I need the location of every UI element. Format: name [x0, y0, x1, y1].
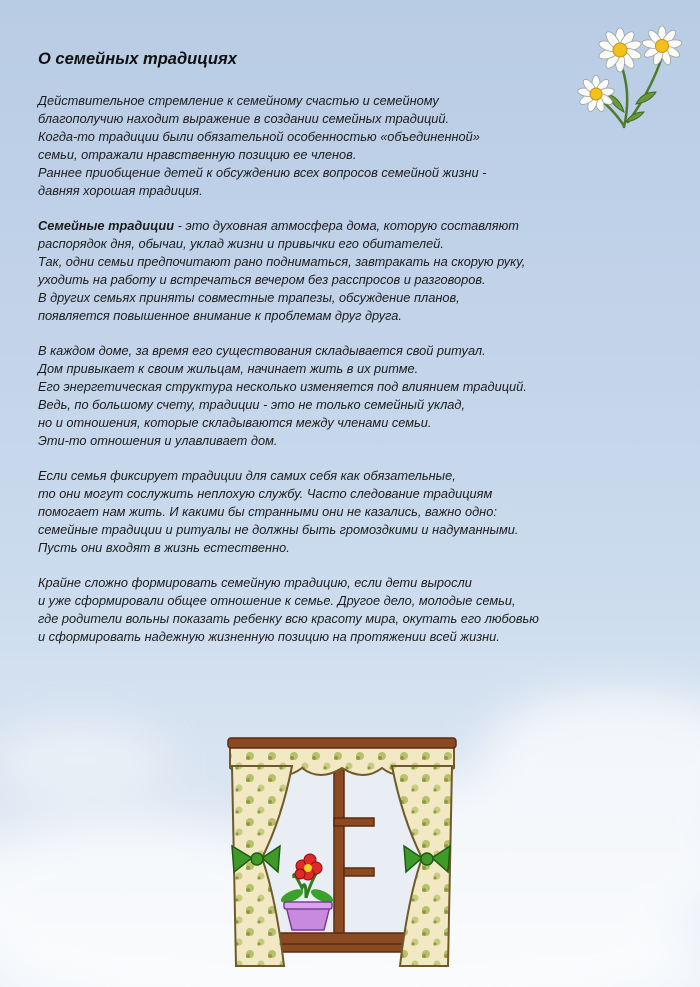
text-line: то они могут сослужить неплохую службу. Часто следование традициям: [38, 486, 493, 501]
page-title: О семейных традициях: [38, 50, 237, 68]
text-line: Крайне сложно формировать семейную традицию, если дети выросли: [38, 575, 472, 590]
text-line: появляется повышенное внимание к проблемам друг друга.: [38, 308, 402, 323]
text-line: семьи, отражали нравственную позицию ее членов.: [38, 147, 357, 162]
text-line: Пусть они входят в жизнь естественно.: [38, 540, 290, 555]
text-line: семейные традиции и ритуалы не должны быть громоздкими и надуманными.: [38, 522, 519, 537]
text-line: и уже сформировали общее отношение к семье. Другое дело, молодые семьи,: [38, 593, 516, 608]
paragraph-definition: [38, 217, 668, 325]
text-line: где родители вольны показать ребенку всю красоту мира, окутать его любовью: [38, 611, 539, 626]
text-line: Его энергетическая структура несколько изменяется под влиянием традиций.: [38, 379, 527, 394]
paragraph-young-families: [38, 574, 668, 646]
text-line: Действительное стремление к семейному счастью и семейному: [38, 93, 439, 108]
text-line: В других семьях приняты совместные трапезы, обсуждение планов,: [38, 290, 460, 305]
term-definition: - это духовная атмосфера дома, которую составляют: [174, 218, 519, 233]
text-line: помогает нам жить. И какими бы странными они не казались, важно одно:: [38, 504, 497, 519]
text-line: Раннее приобщение детей к обсуждению всех вопросов семейной жизни -: [38, 165, 487, 180]
text-line: Если семья фиксирует традиции для самих себя как обязательные,: [38, 468, 456, 483]
term-bold: Семейные традиции: [38, 218, 175, 233]
daisy-icon: [598, 28, 643, 72]
text-line: В каждом доме, за время его существования складывается свой ритуал.: [38, 343, 486, 358]
text-line: но и отношения, которые складываются между членами семьи.: [38, 415, 432, 430]
text-line: благополучию находит выражение в создании семейных традиций.: [38, 111, 450, 126]
text-line: давняя хорошая традиция.: [38, 183, 203, 198]
text-line: Дом привыкает к своим жильцам, начинает жить в их ритме.: [38, 361, 419, 376]
paragraph-home-ritual: [38, 342, 668, 450]
text-line: [38, 217, 668, 235]
curtain-rod: [228, 738, 456, 748]
text-line: Когда-то традиции были обязательной особенностью «объединенной»: [38, 129, 480, 144]
article-body: [38, 92, 668, 663]
text-line: Эти-то отношения и улавливает дом.: [38, 433, 278, 448]
text-line: Так, одни семьи предпочитают рано подниматься, завтракать на скорую руку,: [38, 254, 526, 269]
text-line: распорядок дня, обычаи, уклад жизни и привычки его обитателей.: [38, 236, 444, 251]
text-line: Ведь, по большому счету, традиции - это не только семейный уклад,: [38, 397, 466, 412]
window-illustration: [222, 728, 462, 983]
daisies-illustration: [562, 22, 692, 142]
text-line: и сформировать надежную жизненную позицию на протяжении всей жизни.: [38, 629, 500, 644]
text-line: уходить на работу и встречаться вечером без расспросов и разговоров.: [38, 272, 486, 287]
paragraph-fixed-traditions: [38, 467, 668, 557]
